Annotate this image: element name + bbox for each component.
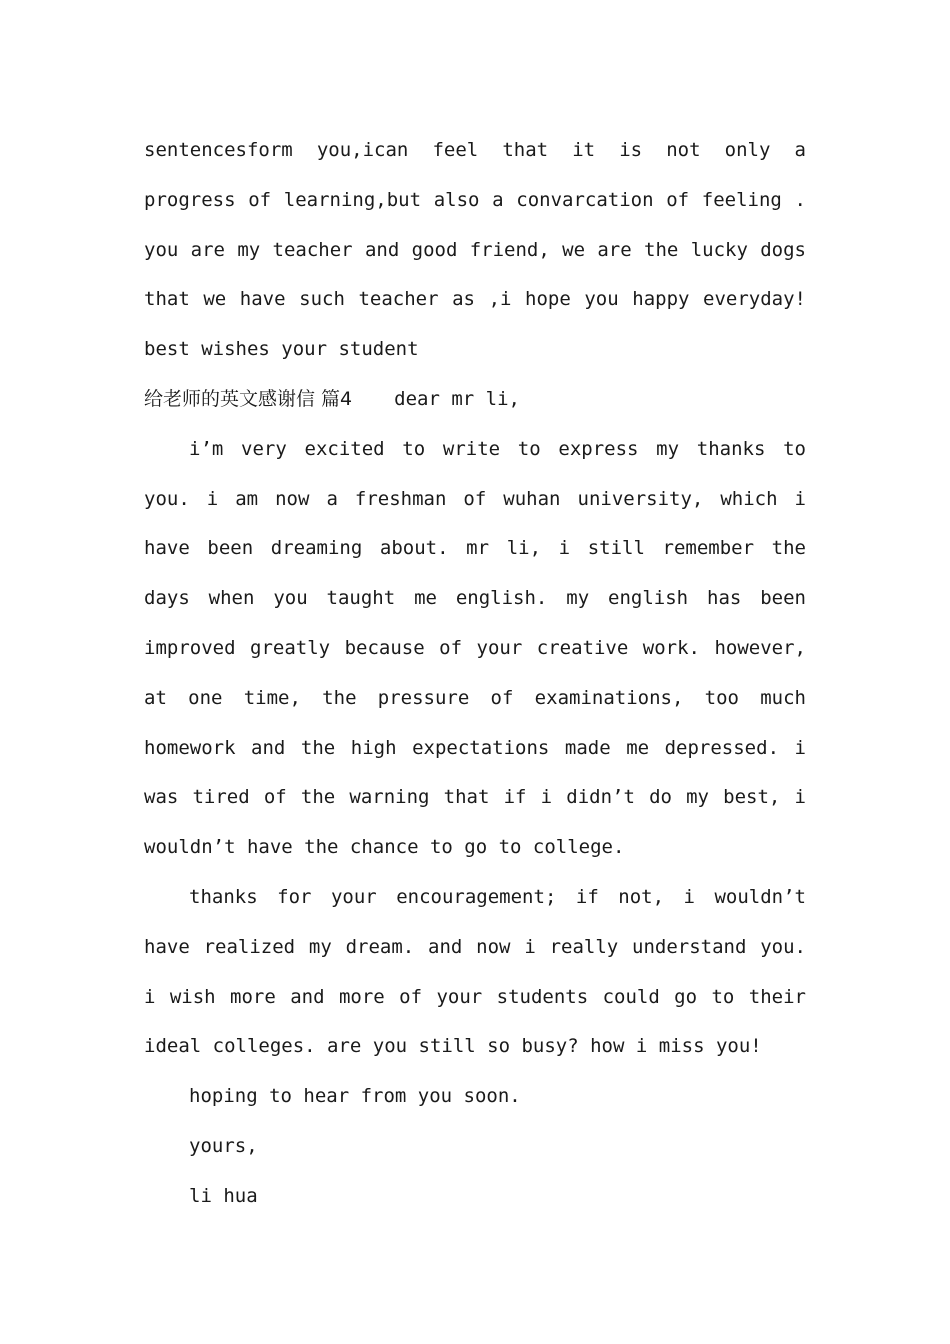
signature: li hua [189, 1184, 258, 1207]
salutation: dear mr li, [394, 387, 520, 410]
continued-paragraph: sentencesform you,ican feel that it is not only a progress of learning,but also a convarcation of feeling . you are my teacher and good friend, we are the lucky dogs that we have such teacher as ,i hope you happy everyday! best wishes your student [144, 139, 806, 361]
section-heading: 给老师的英文感谢信 篇4 [144, 387, 353, 410]
body-paragraph-2: thanks for your encouragement; if not, i wouldn’t have realized my dream. and now i really understand you. i wish more and more of your students could go to their ideal colleges. are you still so busy? how i miss you! [144, 885, 806, 1058]
section-heading-line [144, 375, 806, 425]
body-paragraph-1: i’m very excited to write to express my thanks to you. i am now a freshman of wuhan university, which i have been dreaming about. mr li, i still remember the days when you taught me english. my english has been improved greatly because of your creative work. however, at one time, the pressure of examinations, too much homework and the high expectations made me depressed. i was tired of the warning that if i didn’t do my best, i wouldn’t have the chance to go to college. [144, 437, 806, 859]
closing-line: hoping to hear from you soon. [189, 1085, 521, 1108]
document-page [144, 126, 806, 1222]
signoff: yours, [189, 1134, 258, 1157]
